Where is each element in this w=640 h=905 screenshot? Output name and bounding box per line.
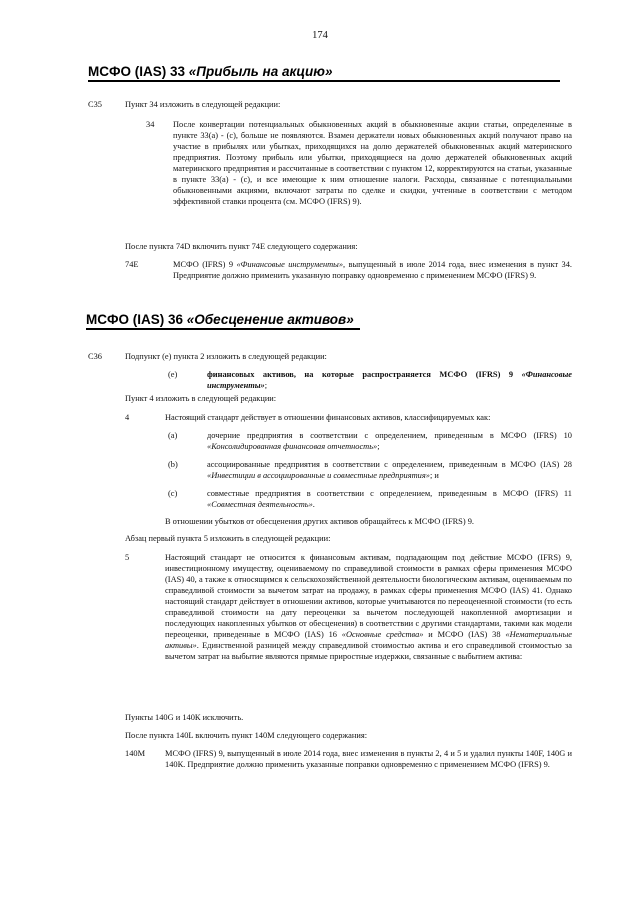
heading-prefix: МСФО (IAS) 36	[86, 312, 187, 327]
list-item	[207, 459, 572, 481]
text: и МСФО (IAS) 38	[423, 630, 506, 639]
list-label: (c)	[168, 489, 178, 498]
text-bold: финансовых активов, на которые распространяется МСФО (IFRS) 9	[207, 370, 514, 379]
paragraph-number: 140М	[125, 749, 146, 758]
paragraph-number: 4	[125, 413, 130, 422]
amendment-intro: Подпункт (е) пункта 2 изложить в следующей редакции:	[125, 352, 327, 361]
text-italic: «Консолидированная финансовая отчетность»	[207, 442, 378, 451]
text-italic: «Совместная деятельность»	[207, 500, 313, 509]
text: .	[312, 500, 315, 509]
text: дочерние предприятия в соответствии с определением, приведенным в МСФО (IFRS) 10	[207, 431, 572, 440]
amendment-intro: Пункт 34 изложить в следующей редакции:	[125, 100, 281, 109]
paragraph-number: 34	[146, 120, 155, 129]
amendment-intro: После пункта 140L включить пункт 140М следующего содержания:	[125, 731, 368, 740]
paragraph-number: 5	[125, 553, 130, 562]
paragraph-number: 74E	[125, 260, 139, 269]
paragraph-140m-text: МСФО (IFRS) 9, выпущенный в июле 2014 года, внес изменения в пункты 2, 4 и 5 и удалил пункты 140F, 140G и 140К. Предприятие должно применить указанные поправки одновременно с применением МСФО (IFRS) 9.	[165, 749, 572, 769]
paragraph-34-text: После конвертации потенциальных обыкновенных акций в обыкновенные акции статьи, определенные в пункте 33(а) - (с), больше не появляются. Взамен держатели новых обыкновенных акций получают право на участие в прибылях или убытках, приходящихся на долю держателей обыкновенных акций материнского предприятия. Поэтому прибыль или убытки, приходящиеся на долю держателей обыкновенных акций материнского предприятия и рассчитанные в соответствии с пунктом 12, корректируются на статьи, указанные в пункте 33(а) - (с), и все имеющие к ним отношение налоги. Расходы, связанные с потенциальными обыкновенными акциями, включают затраты по сделке и скидки, учтенные в соответствии с методом эффективной ставки процента (см. МСФО (IFRS) 9).	[173, 120, 572, 206]
text: ;	[377, 442, 380, 451]
text: ; и	[429, 471, 439, 480]
amendment-intro: Абзац первый пункта 5 изложить в следующей редакции:	[125, 534, 331, 543]
list-item	[207, 430, 572, 452]
paragraph-74e-text	[173, 259, 572, 281]
text: , выпущенный в июле 2014 года, внес изменения в пункт 34. Предприятие должно применить указанную поправку одновременно с применением МСФО (IFRS) 9.	[173, 260, 572, 280]
text: Настоящий стандарт не относится к финансовым активам, подпадающим под действие МСФО (IFRS) 9, инвестиционному имуществу, оцениваемому по справедливой стоимости в рамках сферы применения МСФО (IAS) 40, а также к относящимся к сельскохозяйственной деятельности биологическим активам, оцениваемым по справедливой стоимости за вычетом затрат на продажу, в рамках сферы применения МСФО (IAS) 41. Однако настоящий стандарт действует в отношении активов, которые учитываются по переоцененной стоимости (то есть справедливой стоимости на дату переоценки за вычетом последующей накопленной амортизации и последующих накопленных убытков от обесценения) в соответствии с другими стандартами, такими как модели переоценки, приведенные в МСФО (IAS) 16	[165, 553, 572, 639]
paragraph-4-text: Настоящий стандарт действует в отношении финансовых активов, классифицируемых как:	[165, 413, 491, 422]
text: . Единственной разницей между справедливой стоимостью актива и его справедливой стоимостью за вычетом затрат на выбытие являются прямые приростные издержки, связанные с выбытием актива:	[165, 641, 572, 661]
subparagraph-e-text	[207, 369, 572, 391]
page-number: 174	[312, 30, 328, 41]
list-label: (b)	[168, 460, 178, 469]
text-italic: «Финансовые инструменты»	[236, 260, 344, 269]
text-bold-italic: «Финансовые инструменты»	[207, 370, 572, 390]
text-italic: «Инвестиции в ассоциированные и совместные предприятия»	[207, 471, 430, 480]
paragraph-5-text	[165, 552, 572, 662]
subparagraph-label: (е)	[168, 370, 178, 379]
text-italic: «Нематериальные активы»	[165, 630, 572, 650]
excluded-paragraphs: Пункты 140G и 140К исключить.	[125, 713, 244, 722]
section-heading-ias33	[88, 64, 560, 82]
text: ;	[264, 381, 268, 390]
amendment-intro: Пункт 4 изложить в следующей редакции:	[125, 394, 277, 403]
heading-title: «Прибыль на акцию»	[188, 64, 333, 79]
text: МСФО (IFRS) 9	[173, 260, 237, 269]
amendment-code: C35	[88, 100, 102, 109]
text-italic: «Основные средства»	[341, 630, 424, 639]
heading-prefix: МСФО (IAS) 33	[88, 64, 189, 79]
section-heading-ias36	[86, 312, 360, 330]
list-label: (a)	[168, 431, 178, 440]
text: ассоциированные предприятия в соответствии с определением, приведенным в МСФО (IAS) 28	[207, 460, 572, 469]
list-item	[207, 488, 572, 510]
paragraph-closing: В отношении убытков от обесценения других активов обращайтесь к МСФО (IFRS) 9.	[165, 517, 475, 526]
amendment-code: C36	[88, 352, 102, 361]
amendment-intro: После пункта 74D включить пункт 74E следующего содержания:	[125, 242, 358, 251]
heading-title: «Обесценение активов»	[186, 312, 354, 327]
text: совместные предприятия в соответствии с определением, приведенным в МСФО (IFRS) 11	[207, 489, 572, 498]
